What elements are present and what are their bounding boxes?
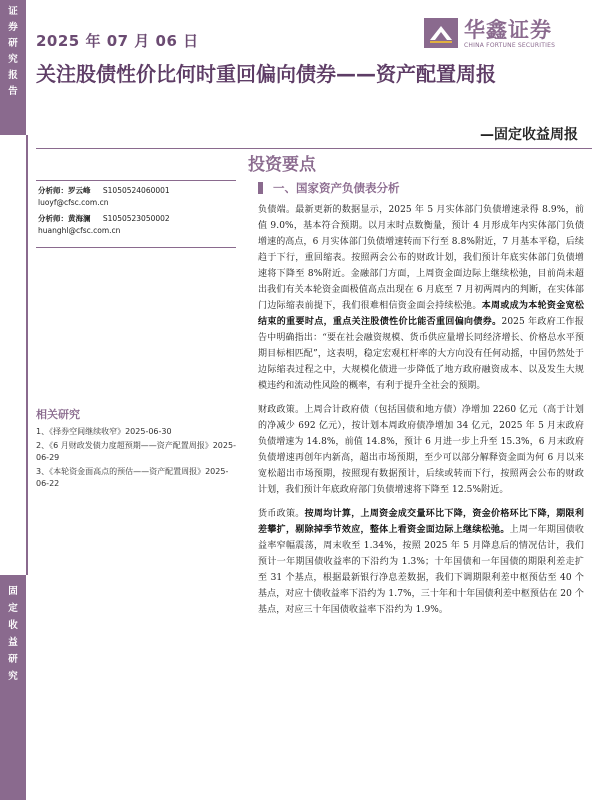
side-char: 证: [8, 6, 18, 17]
analyst-name: 黄海澜: [68, 214, 91, 223]
analyst-label: 分析师：: [38, 186, 68, 195]
related-item[interactable]: 1、《择券空间继续收窄》2025-06-30: [36, 427, 172, 436]
side-char: 告: [8, 86, 18, 97]
paragraph-liabilities: [258, 202, 584, 394]
paragraph-bold: 本周或成为本轮资金宽松结束的重要时点，重点关注股债性价比能否重回偏向债券。: [258, 301, 584, 327]
side-char: 券: [8, 22, 18, 33]
side-label-top: [0, 0, 26, 135]
analyst-box: [36, 180, 236, 248]
paragraph-bold: 按周均计算，上周资金成交量环比下降，资金价格环比下降，期限利差攀扩，剔除掉季节效应，整体上看资金面边际上继续松弛。: [258, 509, 584, 535]
analyst-panel: [36, 180, 236, 248]
side-char: 定: [8, 603, 18, 614]
analyst-id: S1050523050002: [102, 214, 170, 223]
side-char: 报: [8, 70, 18, 81]
heading-marker: [258, 182, 263, 194]
side-char: 益: [8, 637, 18, 648]
side-char: 究: [8, 671, 18, 682]
analyst-email[interactable]: luoyf@cfsc.com.cn: [38, 198, 109, 207]
analyst-email[interactable]: huanghl@cfsc.com.cn: [38, 226, 121, 235]
logo-mark-icon: [424, 18, 458, 48]
analyst-id: S1050524060001: [102, 186, 170, 195]
paragraph-text: 2025 年政府工作报告中明确指出：“要在社会融资规模、货币供应量增长同经济增长、价格总水平预期目标相匹配”，这表明，稳定宏观杠杆率的大方向没有任何动摇，中国仍然处于边际缩表过程之中，大规模化债进一步降低了地方政府融资成本、以及发生大规模违约和流动性风险的概率，有利于提升全社会的预期。: [258, 317, 584, 391]
side-bar: [0, 0, 26, 800]
paragraph-text: 负债端。最新更新的数据显示，2025 年 5 月实体部门负债增速录得 8.9%，前值 9.0%，基本符合预期。以月末时点数衡量，预计 4 月形成年内实体部门负债增速的高点，6 月实体部门负债增速转而下行至 8.8%附近，7 月基本平稳，后续趋于下行，重回缩表。按照两会公布的财政计划，我们预计年底实体部门负债增速将下降至 8%附近。金融部门方面，上周资金面边际上继续松弛，目前尚未超出我们有关本轮资金面极值高点出现在 6 月底至 7 月初两周内的判断，在实体部门边际缩表前提下，我们很难相信资金面会持续松弛。: [258, 205, 584, 311]
paragraph-monetary: [258, 506, 584, 618]
side-char: 固: [8, 586, 18, 597]
sub-heading: [258, 180, 584, 196]
paragraph-text: 货币政策。: [258, 509, 305, 519]
related-item[interactable]: 2、《6 月财政发债力度超预期——资产配置周报》2025-06-29: [36, 441, 236, 462]
related-heading: 相关研究: [36, 408, 80, 421]
analyst-row: [38, 213, 236, 225]
paragraph-text: 上周一年期国债收益率窄幅震荡，周末收至 1.34%，按照 2025 年 5 月降息后的情况估计，我们预计一年期国债收益率的下沿约为 1.3%；十年国债和一年国债的期限利差走扩至 31 个基点，根据最新银行净息差数据，我们下调期限利差中枢预估至 40 个基点，对应十债收益率下沿约为 1.7%，三十年和十年国债利差中枢预估在 20 个基点，对应三十年国债收益率下沿约为 1.9%。: [258, 525, 584, 615]
side-divider: [0, 135, 28, 575]
company-logo: [424, 14, 592, 52]
report-date: 2025 年 07 月 06 日: [36, 32, 199, 50]
side-char: 收: [8, 620, 18, 631]
sub-heading-text: 一、国家资产负债表分析: [273, 181, 400, 195]
side-char: 研: [8, 654, 18, 665]
analyst-name: 罗云峰: [68, 186, 91, 195]
main-content: [258, 180, 584, 626]
logo-text-en: CHINA FORTUNE SECURITIES: [464, 42, 556, 49]
side-label-bottom: [0, 575, 26, 800]
related-item[interactable]: 3、《本轮资金面高点的预估——资产配置周报》2025-06-22: [36, 467, 229, 488]
report-subtitle: —固定收益周报: [480, 127, 578, 143]
analyst-row: [38, 185, 236, 197]
title-divider: [36, 148, 592, 149]
side-char: 研: [8, 38, 18, 49]
section-heading: 投资要点: [248, 155, 316, 175]
side-char: 究: [8, 54, 18, 65]
logo-text-cn: 华鑫证券: [464, 18, 552, 42]
report-title: 关注股债性价比何时重回偏向债券——资产配置周报: [36, 62, 496, 86]
related-research: [36, 406, 236, 492]
analyst-label: 分析师：: [38, 214, 68, 223]
paragraph-fiscal: 财政政策。上周合计政府债（包括国债和地方债）净增加 2260 亿元（高于计划的净减少 692 亿元），按计划本周政府债净增加 34 亿元，2025 年 5 月末政府负债增速为 14.8%，前值 14.8%，预计 6 月进一步上升至 15.3%，6 月末政府负债增速再创年内新高，超出市场预期，至少可以部分解释资金面为何 6 月以来宽松超出市场预期，按照现有数据预计，后续或转而下行，按照两会公布的财政计划，我们预计年底政府部门负债增速将下降至 12.5%附近。: [258, 405, 584, 495]
